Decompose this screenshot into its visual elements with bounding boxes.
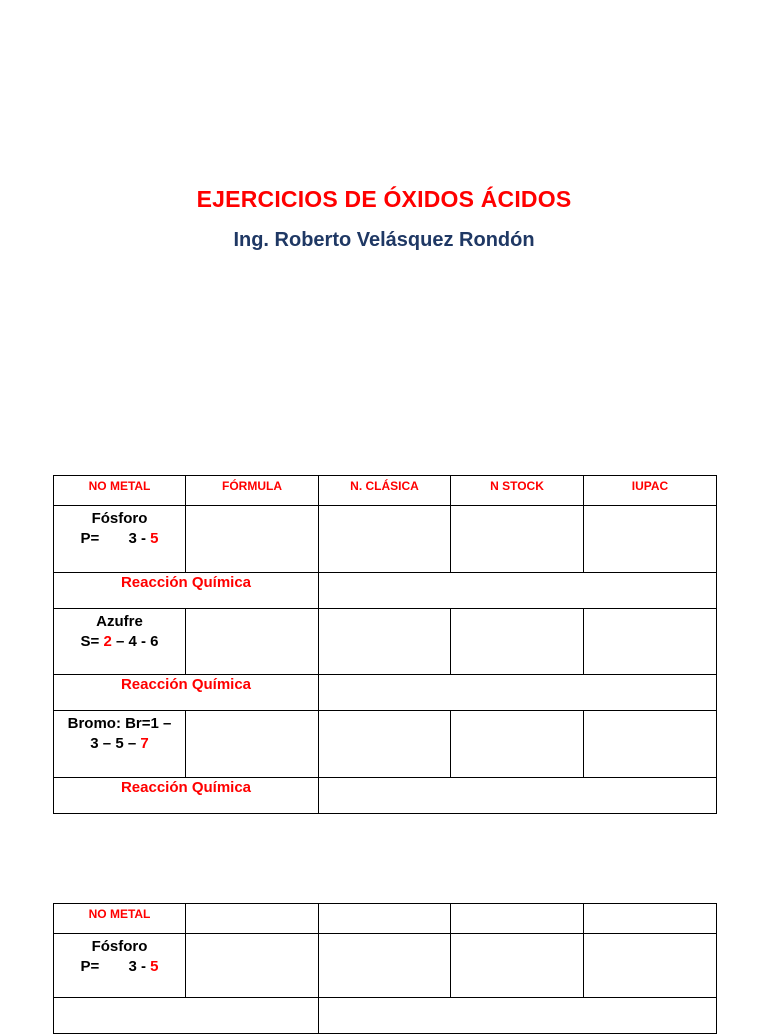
table-row-fosforo [54, 934, 717, 998]
element-cell [54, 934, 186, 998]
element-valences: 3 – 5 – 7 [90, 735, 149, 752]
header-no-metal: NO METAL [54, 904, 186, 934]
reaction-cell[interactable] [319, 675, 717, 711]
element-cell [54, 506, 186, 573]
header-empty [319, 904, 451, 934]
iupac-cell[interactable] [584, 609, 717, 675]
n-clasica-cell[interactable] [319, 934, 451, 998]
reaction-row [54, 573, 717, 609]
n-clasica-cell[interactable] [319, 506, 451, 573]
reaction-label: Reacción Química [54, 778, 319, 814]
reaction-label-cell [54, 998, 319, 1034]
reaction-row [54, 998, 717, 1034]
header-no-metal: NO METAL [54, 476, 186, 506]
element-valences: S= 2 – 4 - 6 [80, 633, 159, 650]
table-header-row [54, 904, 717, 934]
page-title: EJERCICIOS DE ÓXIDOS ÁCIDOS [196, 186, 572, 212]
element-name: Azufre [96, 613, 143, 630]
formula-cell[interactable] [186, 711, 319, 778]
reaction-cell[interactable] [319, 573, 717, 609]
n-stock-cell[interactable] [451, 609, 584, 675]
formula-cell[interactable] [186, 609, 319, 675]
header-empty [584, 904, 717, 934]
table-row-bromo [54, 711, 717, 778]
author-subtitle: Ing. Roberto Velásquez Rondón [233, 229, 535, 251]
element-name: Fósforo [91, 510, 148, 527]
iupac-cell[interactable] [584, 711, 717, 778]
table-header-row [54, 476, 717, 506]
n-clasica-cell[interactable] [319, 609, 451, 675]
table-row-azufre [54, 609, 717, 675]
header-formula: FÓRMULA [186, 476, 319, 506]
formula-cell[interactable] [186, 506, 319, 573]
reaction-row [54, 675, 717, 711]
element-name: Bromo: Br=1 – [67, 715, 172, 732]
n-stock-cell[interactable] [451, 506, 584, 573]
header-iupac: IUPAC [584, 476, 717, 506]
reaction-cell[interactable] [319, 778, 717, 814]
element-valences: P= 3 - 5 [80, 530, 159, 547]
element-valences: P= 3 - 5 [80, 958, 159, 975]
formula-cell[interactable] [186, 934, 319, 998]
reaction-label: Reacción Química [54, 675, 319, 711]
reaction-cell[interactable] [319, 998, 717, 1034]
header-empty [186, 904, 319, 934]
element-name: Fósforo [91, 938, 148, 955]
reaction-row [54, 778, 717, 814]
element-cell [54, 711, 186, 778]
element-cell [54, 609, 186, 675]
table-row-fosforo [54, 506, 717, 573]
iupac-cell[interactable] [584, 506, 717, 573]
header-empty [451, 904, 584, 934]
reaction-label: Reacción Química [54, 573, 319, 609]
n-stock-cell[interactable] [451, 711, 584, 778]
header-n-stock: N STOCK [451, 476, 584, 506]
n-stock-cell[interactable] [451, 934, 584, 998]
iupac-cell[interactable] [584, 934, 717, 998]
n-clasica-cell[interactable] [319, 711, 451, 778]
header-n-clasica: N. CLÁSICA [319, 476, 451, 506]
oxides-table-1 [53, 475, 717, 814]
oxides-table-2 [53, 903, 717, 1034]
